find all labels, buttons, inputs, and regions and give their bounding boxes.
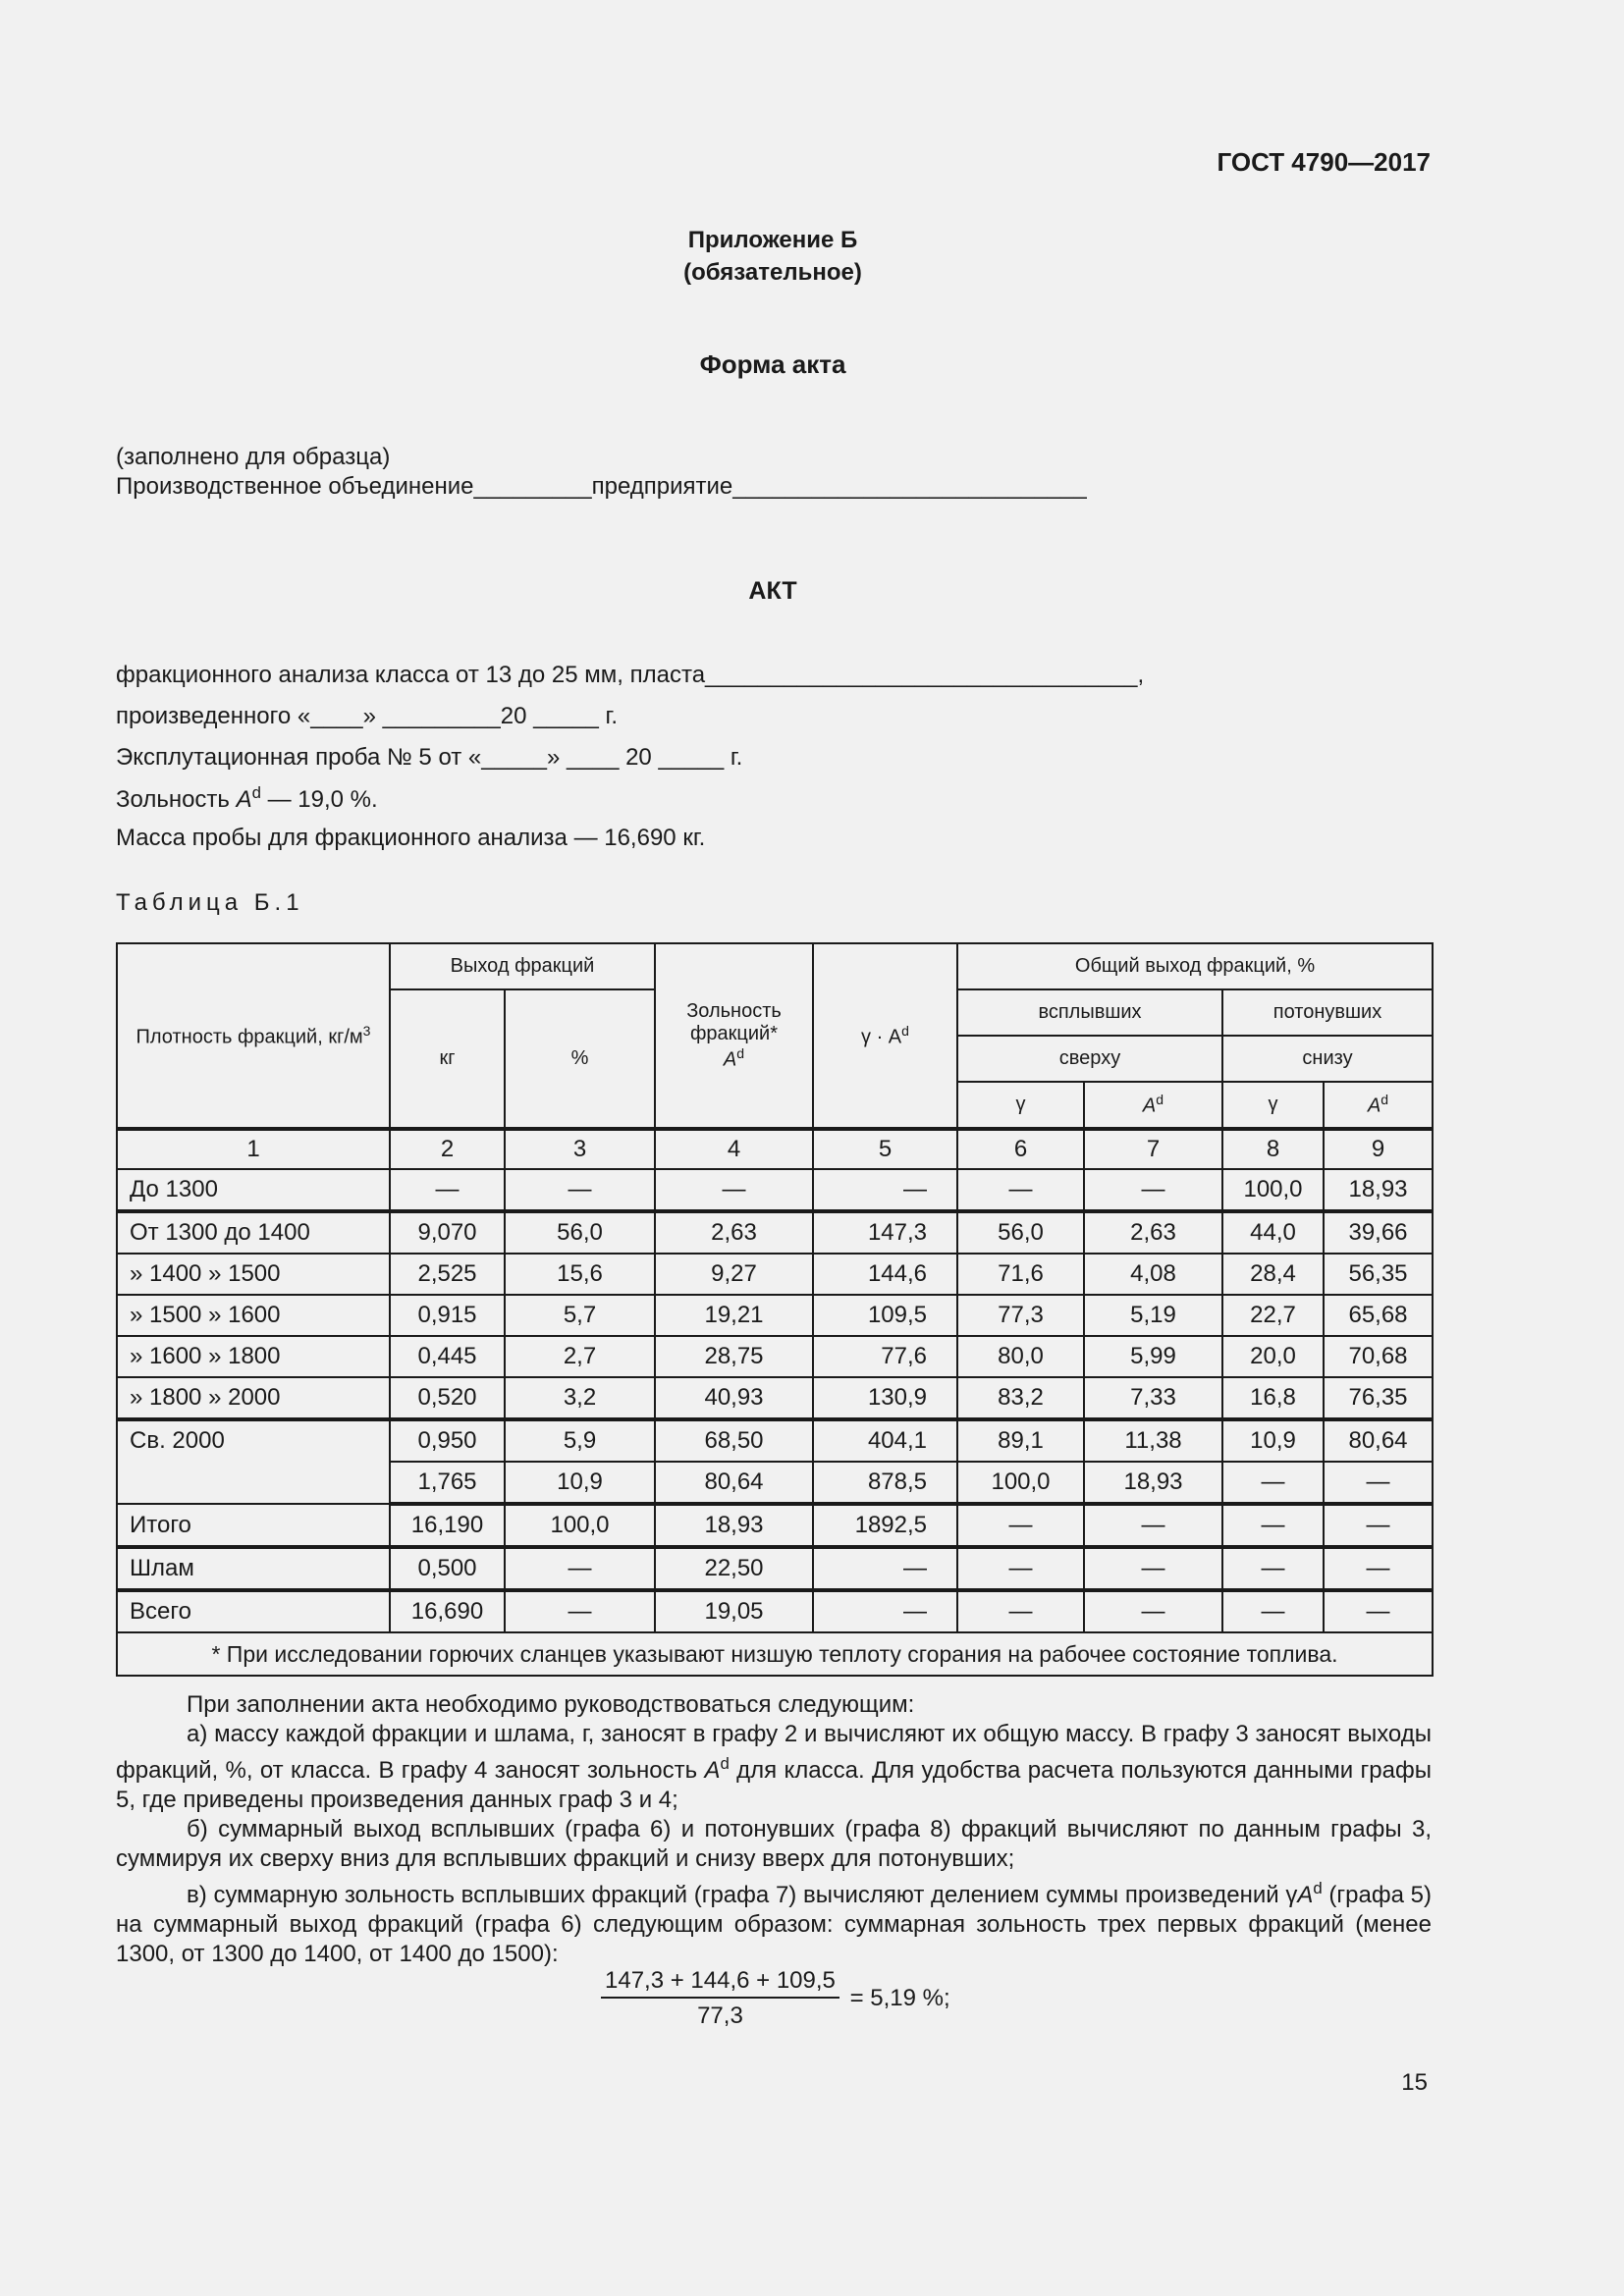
header-gamma-8: γ <box>1222 1082 1324 1129</box>
table-cell: 28,4 <box>1222 1254 1324 1295</box>
table-cell: 80,64 <box>1324 1419 1433 1462</box>
table-cell: 1892,5 <box>813 1504 957 1547</box>
row-label: От 1300 до 1400 <box>117 1211 390 1254</box>
table-cell: 1,765 <box>390 1462 505 1504</box>
table-cell: 10,9 <box>1222 1419 1324 1462</box>
row-label: » 1800 » 2000 <box>117 1377 390 1419</box>
table-cell: 5,99 <box>1084 1336 1222 1377</box>
header-yield: Выход фракций <box>390 943 655 989</box>
table-cell: 100,0 <box>1222 1169 1324 1211</box>
table-cell: — <box>813 1547 957 1590</box>
table-cell: 0,915 <box>390 1295 505 1336</box>
table-cell: 0,520 <box>390 1377 505 1419</box>
table-cell: 10,9 <box>505 1462 655 1504</box>
instruction-a-text: а) массу каждой фракции и шлама, г, заносят в графу 2 и вычисляют их общую массу. В графу 3 заносят выходы фракций, %, от класса. В графу 4 заносят зольность <box>116 1721 1432 1784</box>
formula-result: = 5,19 %; <box>849 1985 950 2011</box>
header-kg: кг <box>390 989 505 1129</box>
header-floating: всплывших <box>957 989 1222 1036</box>
akt-line-class: фракционного анализа класса от 13 до 25 мм, пласта_________________________________, <box>116 662 1145 688</box>
table-cell: 109,5 <box>813 1295 957 1336</box>
table-cell: 28,75 <box>655 1336 813 1377</box>
instruction-a-sup: d <box>720 1754 730 1773</box>
header-product <box>813 943 957 1129</box>
table-cell: 40,93 <box>655 1377 813 1419</box>
table-cell: — <box>1084 1547 1222 1590</box>
table-cell: 19,05 <box>655 1590 813 1632</box>
table-cell: — <box>1324 1547 1433 1590</box>
fraction-table <box>116 942 1434 1677</box>
header-ash-7 <box>1084 1082 1222 1129</box>
instruction-intro: При заполнении акта необходимо руководствоваться следующим: <box>187 1691 915 1718</box>
row-label: Шлам <box>117 1547 390 1590</box>
column-number: 2 <box>390 1129 505 1169</box>
header-sinking: потонувших <box>1222 989 1433 1036</box>
header-from-top: сверху <box>957 1036 1222 1082</box>
header-from-bottom: снизу <box>1222 1036 1433 1082</box>
table-cell: 15,6 <box>505 1254 655 1295</box>
table-body <box>117 1169 1433 1632</box>
table-cell: 100,0 <box>957 1462 1084 1504</box>
table-cell: 18,93 <box>1084 1462 1222 1504</box>
table-cell: 7,33 <box>1084 1377 1222 1419</box>
row-label: » 1500 » 1600 <box>117 1295 390 1336</box>
akt-line-mass: Масса пробы для фракционного анализа — 16,690 кг. <box>116 825 706 851</box>
table-cell: 89,1 <box>957 1419 1084 1462</box>
header-gamma-6: γ <box>957 1082 1084 1129</box>
table-cell: 71,6 <box>957 1254 1084 1295</box>
header-pct: % <box>505 989 655 1129</box>
column-number: 6 <box>957 1129 1084 1169</box>
appendix-title: Приложение Б <box>687 227 858 253</box>
table-cell: 39,66 <box>1324 1211 1433 1254</box>
formula <box>601 1967 950 2030</box>
table-caption: Таблица Б.1 <box>116 889 304 916</box>
ash-symbol-sup: d <box>251 783 261 802</box>
row-label: До 1300 <box>117 1169 390 1211</box>
table-cell: — <box>813 1169 957 1211</box>
table-cell: 68,50 <box>655 1419 813 1462</box>
table-cell: 19,21 <box>655 1295 813 1336</box>
instruction-c <box>116 1874 1432 1969</box>
table-cell: 5,9 <box>505 1419 655 1462</box>
instruction-a-symbol: A <box>704 1757 721 1784</box>
table-row <box>117 1336 1433 1377</box>
table-cell: — <box>957 1169 1084 1211</box>
table-cell: 2,63 <box>655 1211 813 1254</box>
instruction-c-symbol: A <box>1297 1882 1314 1908</box>
instruction-c-sup: d <box>1313 1879 1323 1897</box>
ash-label: Зольность <box>116 786 237 813</box>
appendix-status: (обязательное) <box>683 259 862 286</box>
header-density-sup: 3 <box>362 1022 371 1039</box>
row-label: Св. 2000 <box>117 1419 390 1504</box>
ash-value: — 19,0 %. <box>260 786 378 813</box>
column-number: 4 <box>655 1129 813 1169</box>
table-cell: 80,0 <box>957 1336 1084 1377</box>
table-row <box>117 1169 1433 1211</box>
akt-line-date: произведенного «____» _________20 _____ г. <box>116 703 618 729</box>
table-cell: 70,68 <box>1324 1336 1433 1377</box>
header-product-sup: d <box>901 1022 909 1039</box>
header-ash-7-sup: d <box>1156 1092 1164 1108</box>
table-cell: — <box>957 1504 1084 1547</box>
row-label: Итого <box>117 1504 390 1547</box>
table-cell: 9,27 <box>655 1254 813 1295</box>
table-cell: 22,50 <box>655 1547 813 1590</box>
table-cell: — <box>1324 1504 1433 1547</box>
table-cell: 77,6 <box>813 1336 957 1377</box>
table-cell: 56,0 <box>957 1211 1084 1254</box>
header-ash-label: Зольность фракций* <box>686 999 782 1044</box>
table-cell: 16,8 <box>1222 1377 1324 1419</box>
akt-line-ash <box>116 783 378 814</box>
table-cell: 80,64 <box>655 1462 813 1504</box>
row-label: » 1400 » 1500 <box>117 1254 390 1295</box>
intro-note: (заполнено для образца) <box>116 444 391 470</box>
table-cell: — <box>957 1547 1084 1590</box>
table-cell: 11,38 <box>1084 1419 1222 1462</box>
table-cell: — <box>390 1169 505 1211</box>
table-footnote: * При исследовании горючих сланцев указывают низшую теплоту сгорания на рабочее состояние топлива. <box>117 1632 1433 1676</box>
table-cell: 0,950 <box>390 1419 505 1462</box>
appendix-heading <box>0 224 1545 289</box>
header-total-yield: Общий выход фракций, % <box>957 943 1433 989</box>
table-cell: — <box>1084 1504 1222 1547</box>
table-cell: 0,445 <box>390 1336 505 1377</box>
table-row <box>117 1295 1433 1336</box>
header-ash-9-sup: d <box>1380 1092 1389 1108</box>
row-label: Всего <box>117 1590 390 1632</box>
table-cell: — <box>505 1547 655 1590</box>
table-cell: 16,190 <box>390 1504 505 1547</box>
table-cell: 83,2 <box>957 1377 1084 1419</box>
table-cell: — <box>1222 1462 1324 1504</box>
header-ash-sup: d <box>736 1044 745 1061</box>
standard-number: ГОСТ 4790—2017 <box>1217 147 1431 177</box>
table-cell: — <box>1324 1462 1433 1504</box>
table-cell: 2,7 <box>505 1336 655 1377</box>
table-cell: — <box>1084 1590 1222 1632</box>
table-cell: 18,93 <box>655 1504 813 1547</box>
table-cell: 2,63 <box>1084 1211 1222 1254</box>
row-label: » 1600 » 1800 <box>117 1336 390 1377</box>
table-row <box>117 1547 1433 1590</box>
table-cell: 0,500 <box>390 1547 505 1590</box>
table-cell: — <box>505 1590 655 1632</box>
table-cell: 404,1 <box>813 1419 957 1462</box>
akt-line-sample: Эксплутационная проба № 5 от «_____» ____ 20 _____ г. <box>116 744 743 771</box>
table-cell: — <box>1324 1590 1433 1632</box>
instruction-c-text-end: (графа 5) на суммарный выход фракций (графа 6) следующим образом: суммарная зольность трех первых фракций (менее 1300, от 1300 до 1400, от 1400 до 1500): <box>116 1882 1432 1967</box>
table-row <box>117 1211 1433 1254</box>
table-cell: 2,525 <box>390 1254 505 1295</box>
table-cell: — <box>655 1169 813 1211</box>
table-cell: 44,0 <box>1222 1211 1324 1254</box>
column-number-row <box>117 1129 1433 1169</box>
table-cell: 3,2 <box>505 1377 655 1419</box>
table-cell: 56,35 <box>1324 1254 1433 1295</box>
column-number: 5 <box>813 1129 957 1169</box>
table-cell: 130,9 <box>813 1377 957 1419</box>
table-cell: — <box>1084 1169 1222 1211</box>
table-cell: — <box>957 1590 1084 1632</box>
formula-numerator: 147,3 + 144,6 + 109,5 <box>601 1967 839 1999</box>
formula-denominator: 77,3 <box>697 2002 743 2029</box>
table-cell: 77,3 <box>957 1295 1084 1336</box>
table-cell: — <box>1222 1504 1324 1547</box>
instruction-a-text-end: для класса. Для удобства расчета пользуются данными графы 5, где приведены произведения данных граф 3 и 4; <box>116 1757 1432 1813</box>
form-title: Форма акта <box>699 349 846 379</box>
instruction-b: б) суммарный выход всплывших (графа 6) и потонувших (графа 8) фракций вычисляют по данным графы 3, суммируя их сверху вниз для всплывших фракций и снизу вверх для потонувших; <box>116 1816 1432 1872</box>
header-ash-9 <box>1324 1082 1433 1129</box>
instructions <box>116 1690 1432 1969</box>
table-row <box>117 1254 1433 1295</box>
instruction-c-text: в) суммарную зольность всплывших фракций (графа 7) вычисляют делением суммы произведений γ <box>187 1882 1298 1908</box>
table-cell: 5,19 <box>1084 1295 1222 1336</box>
column-number: 1 <box>117 1129 390 1169</box>
table-cell: 9,070 <box>390 1211 505 1254</box>
header-product-label: γ · A <box>861 1026 902 1048</box>
header-density <box>117 943 390 1129</box>
akt-title: АКТ <box>748 577 797 605</box>
table-cell: 16,690 <box>390 1590 505 1632</box>
column-number: 8 <box>1222 1129 1324 1169</box>
column-number: 7 <box>1084 1129 1222 1169</box>
table-row <box>117 1504 1433 1547</box>
table-cell: 4,08 <box>1084 1254 1222 1295</box>
table-cell: — <box>1222 1590 1324 1632</box>
table-cell: — <box>505 1169 655 1211</box>
table-row <box>117 1590 1433 1632</box>
page-number: 15 <box>1401 2069 1428 2096</box>
header-ash <box>655 943 813 1129</box>
column-number: 3 <box>505 1129 655 1169</box>
table-row <box>117 1377 1433 1419</box>
instruction-a <box>116 1720 1432 1815</box>
table-cell: 22,7 <box>1222 1295 1324 1336</box>
table-cell: 65,68 <box>1324 1295 1433 1336</box>
header-density-label: Плотность фракций, кг/м <box>135 1026 363 1048</box>
table-cell: 144,6 <box>813 1254 957 1295</box>
ash-symbol: A <box>236 786 252 813</box>
table-cell: 100,0 <box>505 1504 655 1547</box>
header-ash-symbol: A <box>723 1048 737 1071</box>
table-cell: 20,0 <box>1222 1336 1324 1377</box>
intro-organization: Производственное объединение_________предприятие___________________________ <box>116 473 1087 500</box>
table-cell: — <box>1222 1547 1324 1590</box>
table-cell: 5,7 <box>505 1295 655 1336</box>
table-cell: 878,5 <box>813 1462 957 1504</box>
table-cell: 18,93 <box>1324 1169 1433 1211</box>
table-cell: 147,3 <box>813 1211 957 1254</box>
header-ash-9-symbol: A <box>1367 1095 1381 1117</box>
table-row <box>117 1419 1433 1462</box>
table-cell: 56,0 <box>505 1211 655 1254</box>
table-cell: — <box>813 1590 957 1632</box>
header-ash-7-symbol: A <box>1142 1095 1157 1117</box>
table-cell: 76,35 <box>1324 1377 1433 1419</box>
column-number: 9 <box>1324 1129 1433 1169</box>
